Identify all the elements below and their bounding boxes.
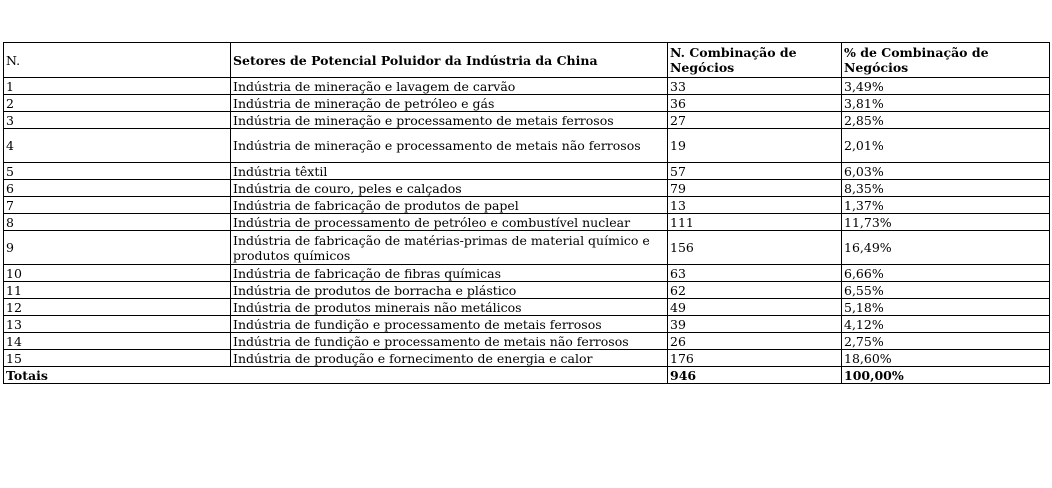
row-count: 176 bbox=[668, 350, 842, 367]
row-count: 13 bbox=[668, 197, 842, 214]
row-pct: 16,49% bbox=[842, 231, 1050, 265]
row-no: 11 bbox=[4, 282, 231, 299]
row-count: 79 bbox=[668, 180, 842, 197]
table-row bbox=[4, 299, 1050, 316]
totals-pct: 100,00% bbox=[842, 367, 1050, 384]
row-pct: 2,75% bbox=[842, 333, 1050, 350]
row-sector: Indústria de fabricação de produtos de papel bbox=[231, 197, 668, 214]
row-no: 4 bbox=[4, 129, 231, 163]
row-count: 156 bbox=[668, 231, 842, 265]
sector-table bbox=[3, 42, 1050, 384]
row-count: 57 bbox=[668, 163, 842, 180]
row-pct: 11,73% bbox=[842, 214, 1050, 231]
row-sector: Indústria de fundição e processamento de metais não ferrosos bbox=[231, 333, 668, 350]
row-count: 111 bbox=[668, 214, 842, 231]
table-row bbox=[4, 265, 1050, 282]
row-count: 62 bbox=[668, 282, 842, 299]
row-no: 15 bbox=[4, 350, 231, 367]
row-pct: 6,66% bbox=[842, 265, 1050, 282]
row-pct: 6,55% bbox=[842, 282, 1050, 299]
table-row bbox=[4, 282, 1050, 299]
row-pct: 2,85% bbox=[842, 112, 1050, 129]
row-sector: Indústria de couro, peles e calçados bbox=[231, 180, 668, 197]
row-pct: 1,37% bbox=[842, 197, 1050, 214]
row-sector: Indústria de mineração de petróleo e gás bbox=[231, 95, 668, 112]
row-no: 8 bbox=[4, 214, 231, 231]
table-row bbox=[4, 333, 1050, 350]
table-row bbox=[4, 316, 1050, 333]
row-no: 1 bbox=[4, 78, 231, 95]
table-row bbox=[4, 214, 1050, 231]
row-pct: 6,03% bbox=[842, 163, 1050, 180]
row-no: 5 bbox=[4, 163, 231, 180]
row-pct: 5,18% bbox=[842, 299, 1050, 316]
totals-row bbox=[4, 367, 1050, 384]
row-pct: 4,12% bbox=[842, 316, 1050, 333]
header-no: N. bbox=[4, 43, 231, 78]
table-row bbox=[4, 231, 1050, 265]
row-sector: Indústria de fabricação de fibras químicas bbox=[231, 265, 668, 282]
row-sector: Indústria de mineração e lavagem de carvão bbox=[231, 78, 668, 95]
row-sector: Indústria de mineração e processamento de metais ferrosos bbox=[231, 112, 668, 129]
row-count: 33 bbox=[668, 78, 842, 95]
row-no: 13 bbox=[4, 316, 231, 333]
row-no: 2 bbox=[4, 95, 231, 112]
table-row bbox=[4, 163, 1050, 180]
row-count: 26 bbox=[668, 333, 842, 350]
row-no: 7 bbox=[4, 197, 231, 214]
row-no: 3 bbox=[4, 112, 231, 129]
header-count: N. Combinação de Negócios bbox=[668, 43, 842, 78]
row-pct: 8,35% bbox=[842, 180, 1050, 197]
row-sector: Indústria de fundição e processamento de metais ferrosos bbox=[231, 316, 668, 333]
row-no: 12 bbox=[4, 299, 231, 316]
row-count: 27 bbox=[668, 112, 842, 129]
row-no: 6 bbox=[4, 180, 231, 197]
row-no: 9 bbox=[4, 231, 231, 265]
header-row bbox=[4, 43, 1050, 78]
table-row bbox=[4, 197, 1050, 214]
header-sector: Setores de Potencial Poluidor da Indústria da China bbox=[231, 43, 668, 78]
row-count: 49 bbox=[668, 299, 842, 316]
row-count: 19 bbox=[668, 129, 842, 163]
table-row bbox=[4, 95, 1050, 112]
row-no: 10 bbox=[4, 265, 231, 282]
row-sector: Indústria de mineração e processamento de metais não ferrosos bbox=[231, 129, 668, 163]
table-row bbox=[4, 112, 1050, 129]
row-count: 36 bbox=[668, 95, 842, 112]
row-sector: Indústria de produtos de borracha e plástico bbox=[231, 282, 668, 299]
row-pct: 2,01% bbox=[842, 129, 1050, 163]
table-row bbox=[4, 78, 1050, 95]
totals-count: 946 bbox=[668, 367, 842, 384]
table-row bbox=[4, 129, 1050, 163]
row-pct: 18,60% bbox=[842, 350, 1050, 367]
row-count: 63 bbox=[668, 265, 842, 282]
row-sector: Indústria têxtil bbox=[231, 163, 668, 180]
table-row bbox=[4, 350, 1050, 367]
row-no: 14 bbox=[4, 333, 231, 350]
row-sector: Indústria de fabricação de matérias-primas de material químico e produtos químicos bbox=[231, 231, 668, 265]
row-sector: Indústria de processamento de petróleo e combustível nuclear bbox=[231, 214, 668, 231]
row-count: 39 bbox=[668, 316, 842, 333]
row-sector: Indústria de produção e fornecimento de energia e calor bbox=[231, 350, 668, 367]
row-pct: 3,81% bbox=[842, 95, 1050, 112]
header-pct: % de Combinação de Negócios bbox=[842, 43, 1050, 78]
row-sector: Indústria de produtos minerais não metálicos bbox=[231, 299, 668, 316]
totals-label: Totais bbox=[4, 367, 668, 384]
table-row bbox=[4, 180, 1050, 197]
row-pct: 3,49% bbox=[842, 78, 1050, 95]
